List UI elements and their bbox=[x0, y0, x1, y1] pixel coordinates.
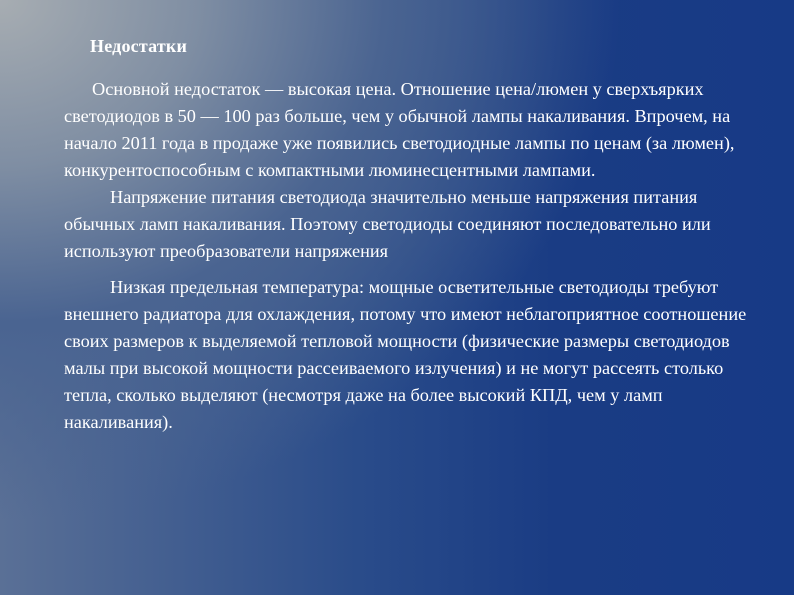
paragraph-cost: Основной недостаток — высокая цена. Отношение цена/люмен у сверхъярких светодиодов в 50 — 100 раз больше, чем у обычной лампы накаливания. Впрочем, на начало 2011 года в продаже уже появились светодиодные лампы по ценам (за люмен), конкурентоспособным с компактными люминесцентными лампами. bbox=[64, 79, 735, 180]
slide-title: Недостатки bbox=[90, 36, 188, 56]
slide-body bbox=[64, 76, 764, 436]
paragraph-temperature: Низкая предельная температура: мощные осветительные светодиоды требуют внешнего радиатора для охлаждения, потому что имеют неблагоприятное соотношение своих размеров к выделяемой тепловой мощности (физические размеры светодиодов малы при высокой мощности рассеиваемого излучения) и не могут рассеять столько тепла, сколько выделяют (несмотря даже на более высокий КПД, чем у ламп накаливания). bbox=[64, 277, 747, 432]
paragraph-voltage: Напряжение питания светодиода значительно меньше напряжения питания обычных ламп накаливания. Поэтому светодиоды соединяют последовательно или используют преобразователи напряжения bbox=[64, 187, 711, 261]
